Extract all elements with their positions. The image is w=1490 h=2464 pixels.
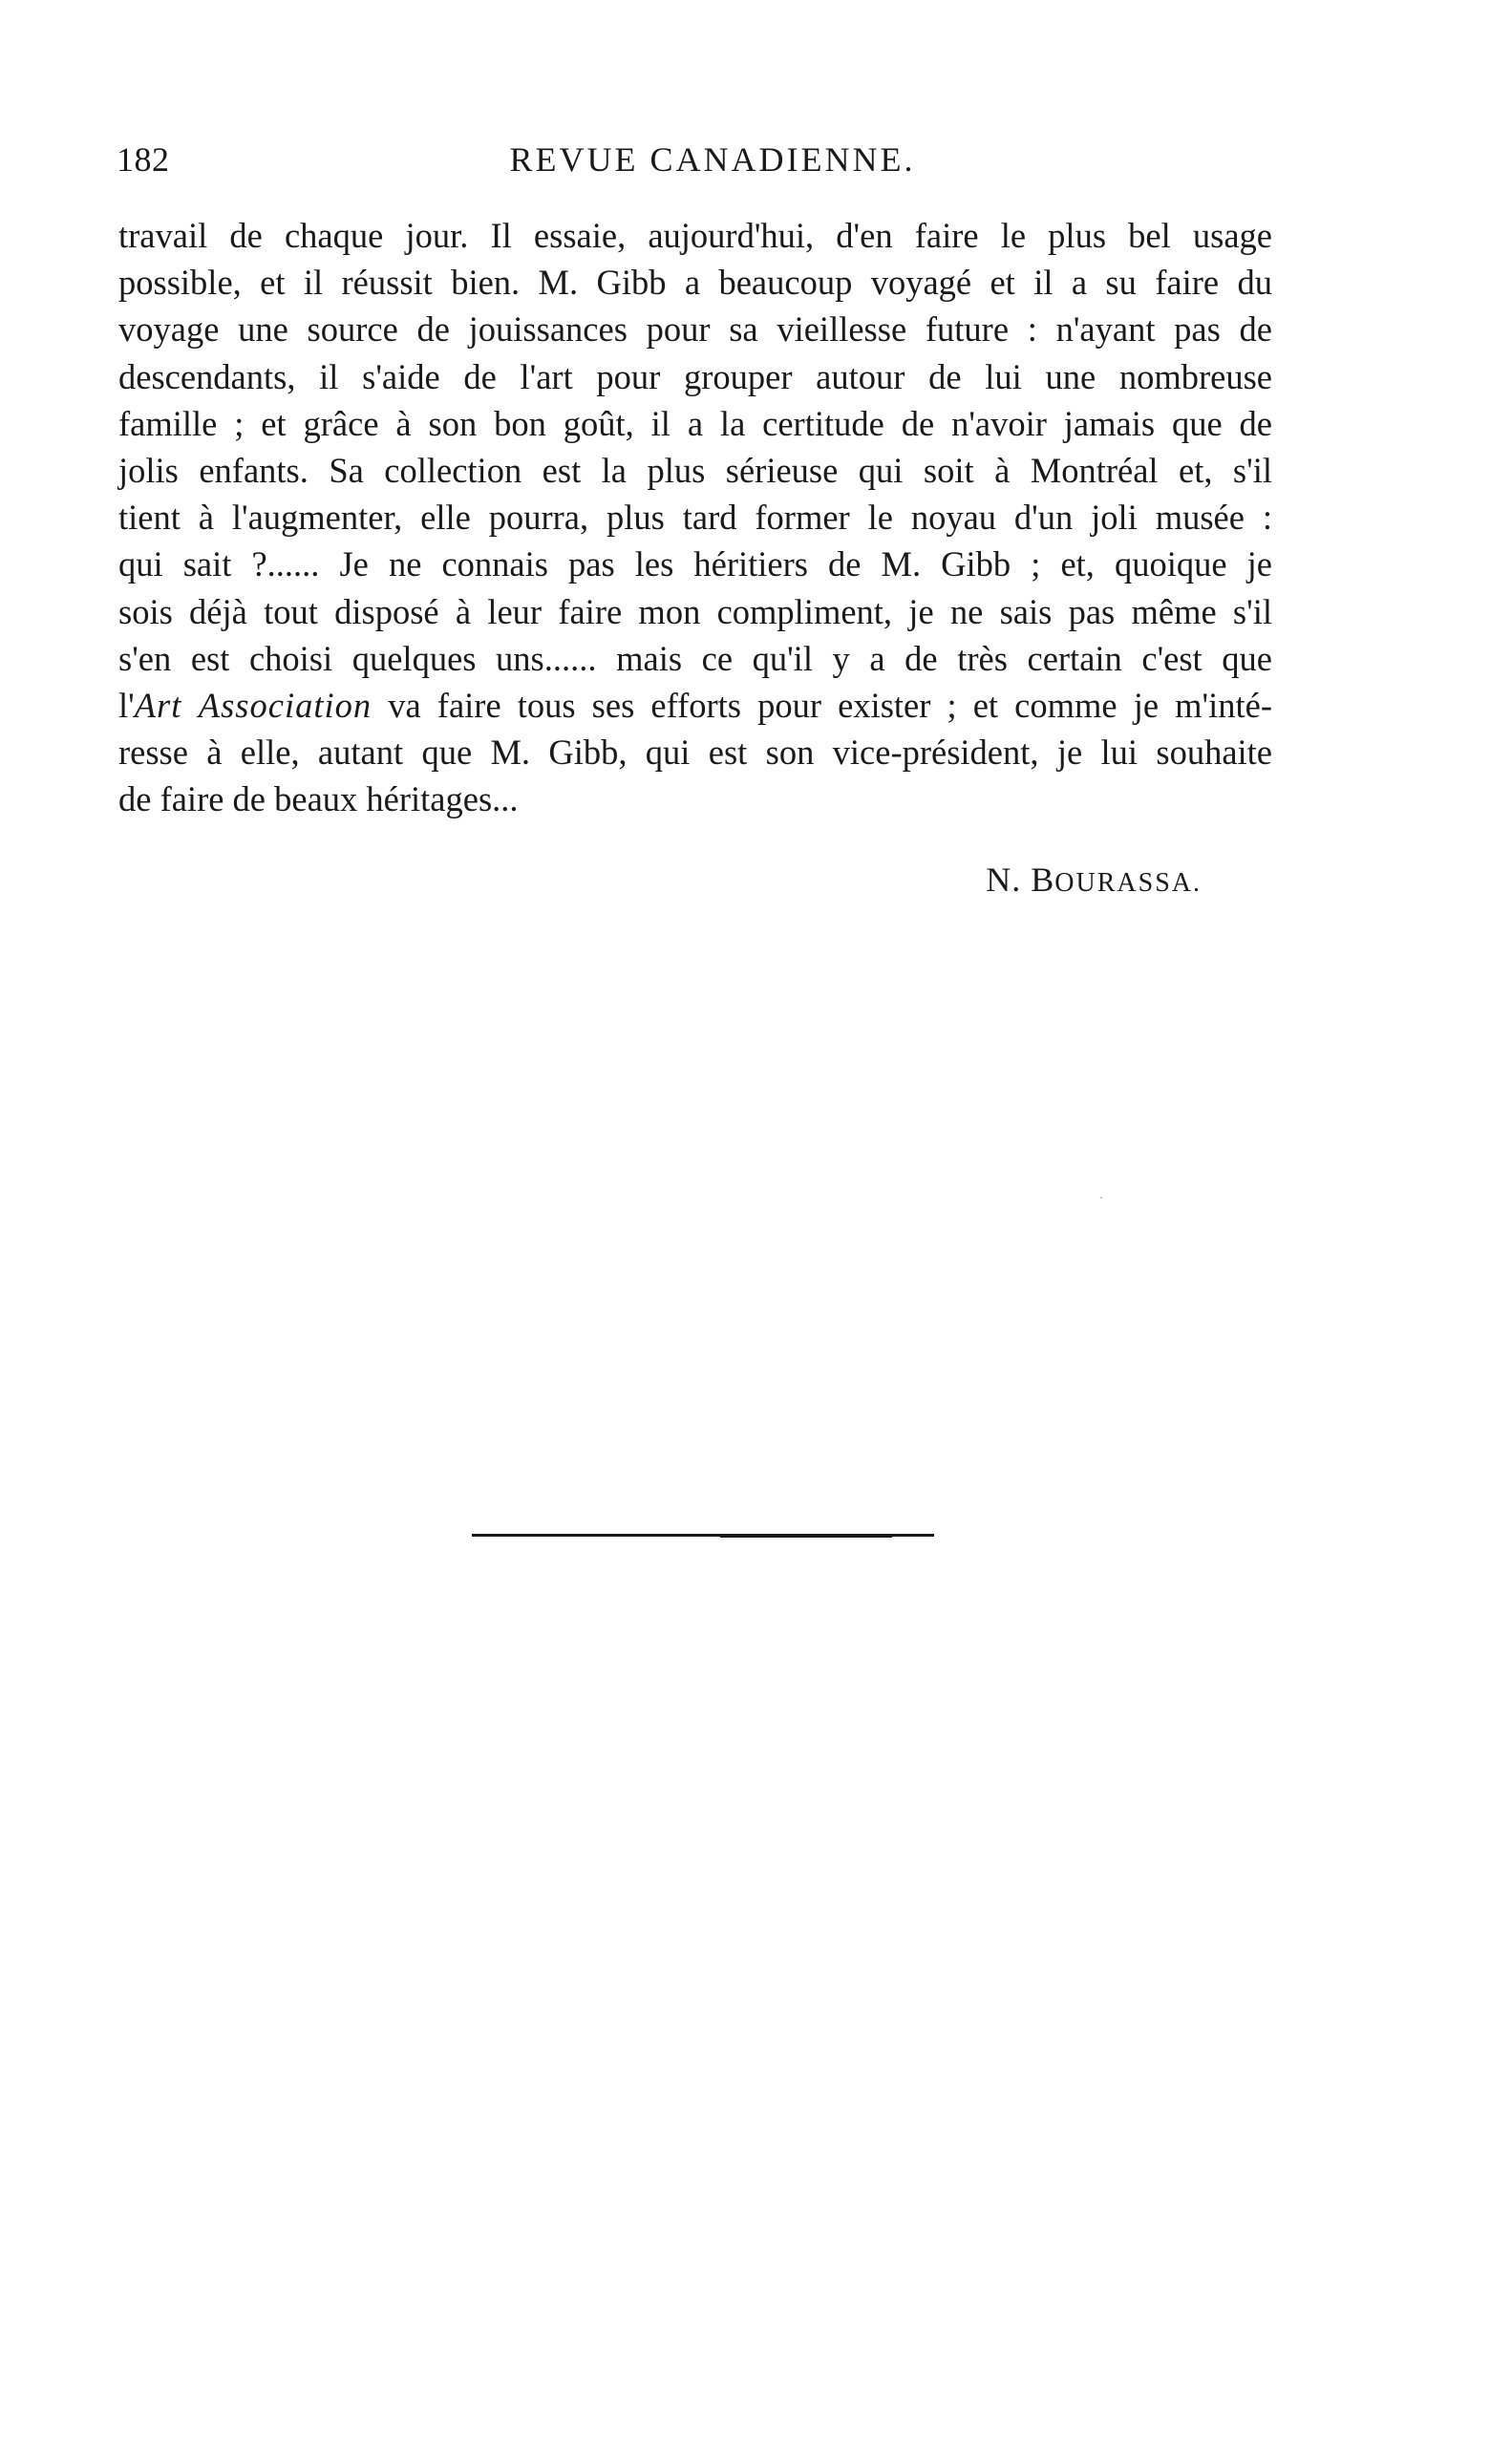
author-signature [986,860,1202,900]
text-line: tient à l'augmenter, elle pourra, plus tard former le noyau d'un joli musée : [118,498,1272,538]
body-paragraph [118,212,1272,823]
text-line: descendants, il s'aide de l'art pour grouper autour de lui une nombreuse [118,356,1272,396]
text-line: resse à elle, autant que M. Gibb, qui est son vice-président, je lui souhaite [118,733,1272,773]
text-line: sois déjà tout disposé à leur faire mon compliment, je ne sais pas même s'il [118,591,1272,631]
text-line: possible, et il réussit bien. M. Gibb a beaucoup voyagé et il a su faire du [118,263,1272,303]
signature-surname: OURASSA. [1054,868,1202,898]
text-line: qui sait ?...... Je ne connais pas les héritiers de M. Gibb ; et, quoique je [118,544,1272,584]
text-line-last: de faire de beaux héritages... [118,779,519,819]
section-end-rule [472,1534,934,1537]
page-number: 182 [117,140,170,179]
text-line: travail de chaque jour. Il essaie, aujourd'hui, d'en faire le plus bel usage [118,216,1272,255]
italic-title-art-association: Art Association [134,686,372,726]
text-fragment: va faire tous ses efforts pour exister ; et comme je m'inté- [372,686,1273,726]
running-head [117,134,1270,191]
text-line: jolis enfants. Sa collection est la plus sérieuse qui soit à Montréal et, s'il [118,451,1272,491]
text-line-with-italic [118,682,1272,729]
text-fragment: l' [118,686,135,726]
text-line: voyage une source de jouissances pour sa vieillesse future : n'ayant pas de [118,309,1272,350]
paper-speck [1100,1197,1102,1199]
journal-title: REVUE CANADIENNE. [509,140,916,179]
text-line: s'en est choisi quelques uns...... mais ce qu'il y a de très certain c'est que [118,638,1272,678]
text-line: famille ; et grâce à son bon goût, il a la certitude de n'avoir jamais que de [118,403,1272,443]
signature-initial: N. B [986,860,1055,899]
